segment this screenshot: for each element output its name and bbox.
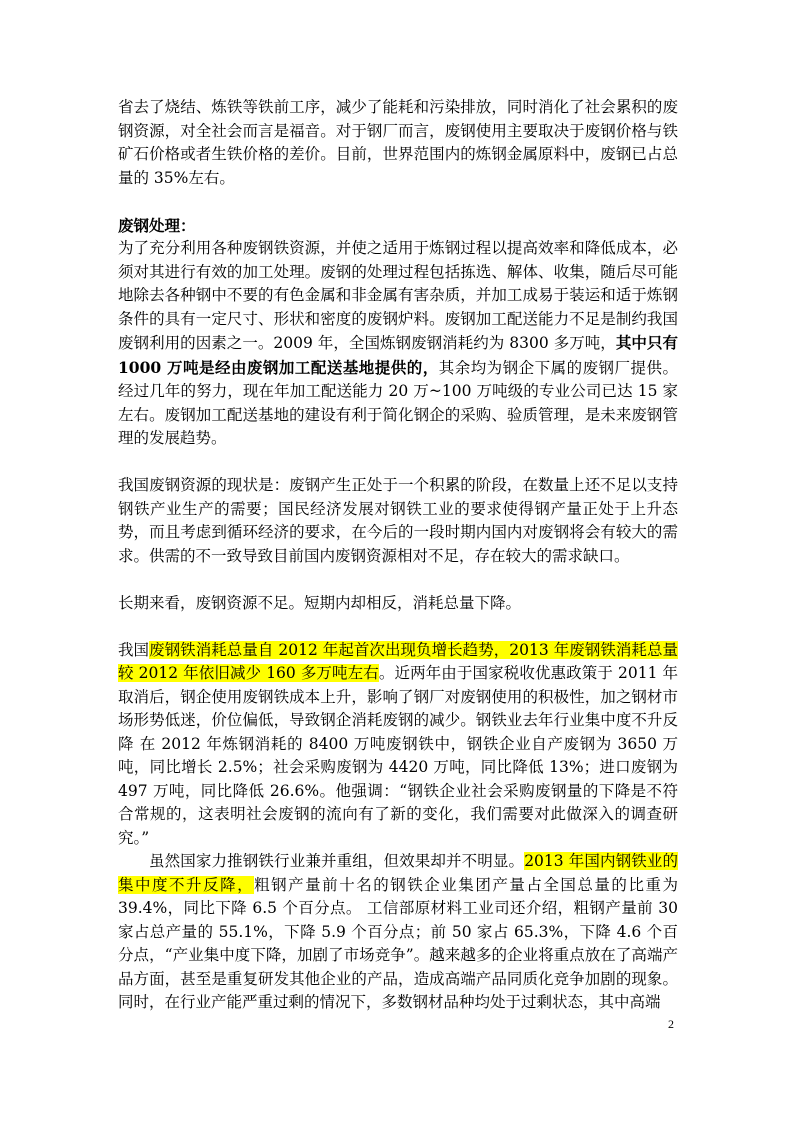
paragraph-consumption-text-a: 我国 (118, 640, 150, 659)
section-heading: 废钢处理： (118, 215, 196, 235)
paragraph-concentration (118, 850, 678, 1015)
highlighted-consumption: 废钢铁消耗总量自 2012 年起首次出现负增长趋势，2013 年废钢铁消耗总量较 2012 年依旧减少 160 多万吨左右 (118, 640, 678, 682)
page-number: 2 (668, 1017, 674, 1031)
paragraph-processing-text-b: 其余均为钢企下属的废钢厂提供。经过几年的努力，现在年加工配送能力 20 万~100 万吨级的专业公司已达 15 家左右。废钢加工配送基地的建设有利于简化钢企的采购、验质管理，是未来废钢管理的发展趋势。 (118, 358, 678, 447)
paragraph-outlook: 长期来看，废钢资源不足。短期内却相反，消耗总量下降。 (118, 593, 522, 612)
paragraph-intro: 省去了烧结、炼铁等铁前工序，减少了能耗和污染排放，同时消化了社会累积的废钢资源，对全社会而言是福音。对于钢厂而言，废钢使用主要取决于废钢价格与铁矿石价格或者生铁价格的差价。目前，世界范围内的炼钢金属原料中，废钢已占总量的 35%左右。 (118, 98, 678, 187)
paragraph-consumption-text-b: 。近两年由于国家税收优惠政策于 2011 年取消后，钢企使用废钢铁成本上升，影响了钢厂对废钢使用的积极性，加之钢材市场形势低迷，价位偏低，导致钢企消耗废钢的减少。钢铁业去年行业集中度不升反降 在 2012 年炼钢消耗的 8400 万吨废钢铁中，钢铁企业自产废钢为 3650 万吨，同比增长 2.5%；社会采购废钢为 4420 万吨，同比降低 13%；进口废钢为 497 万吨，同比降低 26.6%。他强调：“钢铁企业社会采购废钢量的下降是不符合常规的，这表明社会废钢的流向有了新的变化，我们需要对此做深入的调查研究。” (118, 664, 678, 847)
paragraph-processing-text-a: 为了充分利用各种废钢铁资源，并使之适用于炼钢过程以提高效率和降低成本，必须对其进行有效的加工处理。废钢的处理过程包括拣选、解体、收集，随后尽可能地除去各种钢中不要的有色金属和非金属有害杂质，并加工成易于装运和适于炼钢条件的具有一定尺寸、形状和密度的废钢炉料。废钢加工配送能力不足是制约我国废钢利用的因素之一。2009 年，全国炼钢废钢消耗约为 8300 多万吨， (118, 239, 678, 352)
paragraph-concentration-text-a: 虽然国家力推钢铁行业兼并重组，但效果却并不明显。 (149, 852, 525, 870)
paragraph-status: 我国废钢资源的现状是：废钢产生正处于一个积累的阶段，在数量上还不足以支持钢铁产业生产的需要；国民经济发展对钢铁工业的要求使得钢产量正处于上升态势，而且考虑到循环经济的要求，在今后的一段时期内国内对废钢将会有较大的需求。供需的不一致导致目前国内废钢资源相对不足，存在较大的需求缺口。 (118, 476, 678, 565)
document-body (118, 96, 678, 1015)
bold-statement: 其中只有 1000 万吨是经由废钢加工配送基地提供的， (118, 333, 678, 377)
highlighted-concentration: 2013 年国内钢铁业的集中度不升反降， (118, 852, 678, 894)
paragraph-consumption (118, 639, 678, 851)
paragraph-concentration-text-b: 粗钢产量前十名的钢铁企业集团产量占全国总量的比重为 39.4%，同比下降 6.5 个百分点。 工信部原材料工业司还介绍，粗钢产量前 30 家占总产量的 55.1%，下降 5.9 个百分点；前 50 家占 65.3%，下降 4.6 个百分点，“产业集中度下降，加剧了市场竞争”。越来越多的企业将重点放在了高端产品方面，甚至是重复研发其他企业的产品，造成高端产品同质化竞争加剧的现象。同时，在行业产能严重过剩的情况下，多数钢材品种均处于过剩状态，其中高端 (118, 875, 678, 1011)
paragraph-processing (118, 237, 678, 451)
